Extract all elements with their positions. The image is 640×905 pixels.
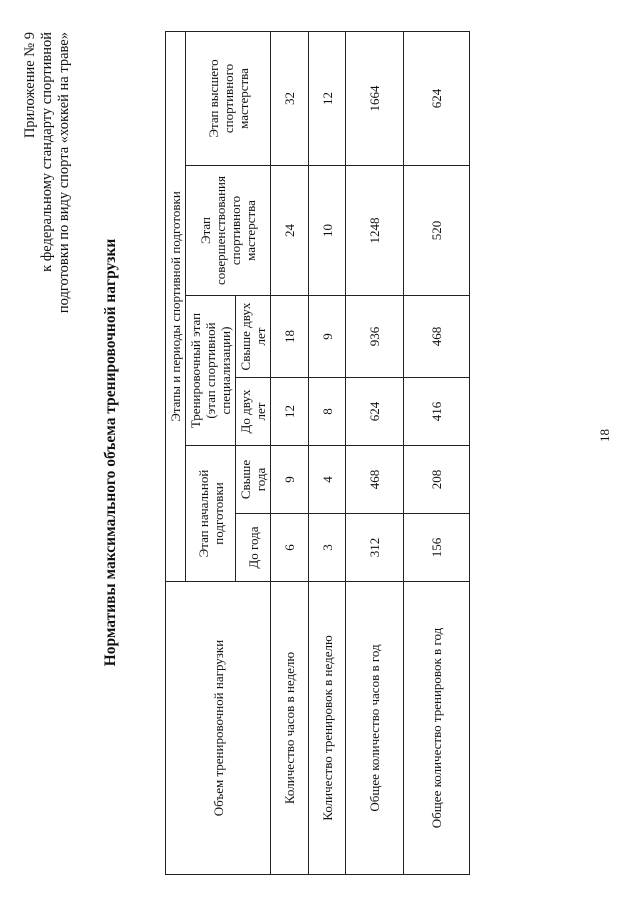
appendix-line-3: подготовки по виду спорта «хоккей на траве» <box>56 32 72 314</box>
stage-training: Тренировочный этап (этап спортивной специализации) <box>186 296 236 446</box>
table-cell: 10 <box>309 166 345 296</box>
table-cell: 24 <box>271 166 309 296</box>
corner-header: Объем тренировочной нагрузки <box>166 582 271 875</box>
table-cell: 208 <box>403 446 469 514</box>
appendix-line-2: к федеральному стандарту спортивной <box>39 32 55 272</box>
table-cell: 936 <box>345 296 403 378</box>
period-over-year: Свыше года <box>236 446 271 514</box>
table-cell: 1664 <box>345 31 403 165</box>
table-row <box>309 31 345 874</box>
header-row-1 <box>166 31 186 874</box>
table-cell: 520 <box>403 166 469 296</box>
table-row <box>403 31 469 874</box>
appendix-line-1: Приложение № 9 <box>22 32 38 139</box>
table-cell: 32 <box>271 31 309 165</box>
document-title: Нормативы максимального объема тренировочной нагрузки <box>102 238 119 667</box>
page-number: 18 <box>597 429 612 442</box>
table-cell: 9 <box>309 296 345 378</box>
table-cell: 468 <box>345 446 403 514</box>
table-cell: 624 <box>345 378 403 446</box>
table-cell: 8 <box>309 378 345 446</box>
period-up-to-year: До года <box>236 514 271 582</box>
table-cell: 1248 <box>345 166 403 296</box>
table-cell: 4 <box>309 446 345 514</box>
table-cell: 12 <box>309 31 345 165</box>
table-cell: 3 <box>309 514 345 582</box>
table-cell: 6 <box>271 514 309 582</box>
appendix-block <box>22 32 73 412</box>
table-cell: 156 <box>403 514 469 582</box>
period-over-two-years: Свыше двух лет <box>236 296 271 378</box>
row-label: Общее количество тренировок в год <box>403 582 469 875</box>
row-label: Количество тренировок в неделю <box>309 582 345 875</box>
stage-highest: Этап высшего спортивного мастерства <box>186 31 271 165</box>
table-cell: 9 <box>271 446 309 514</box>
table-cell: 468 <box>403 296 469 378</box>
stage-initial: Этап начальной подготовки <box>186 446 236 582</box>
table-cell: 624 <box>403 31 469 165</box>
stage-improvement: Этап совершенствования спортивного мастерства <box>186 166 271 296</box>
stages-header: Этапы и периоды спортивной подготовки <box>166 31 186 581</box>
table-cell: 12 <box>271 378 309 446</box>
table-row <box>345 31 403 874</box>
table-cell: 312 <box>345 514 403 582</box>
table-cell: 416 <box>403 378 469 446</box>
row-label: Количество часов в неделю <box>271 582 309 875</box>
table-row <box>271 31 309 874</box>
row-label: Общее количество часов в год <box>345 582 403 875</box>
table-cell: 18 <box>271 296 309 378</box>
period-up-to-two-years: До двух лет <box>236 378 271 446</box>
training-load-table <box>165 31 470 875</box>
